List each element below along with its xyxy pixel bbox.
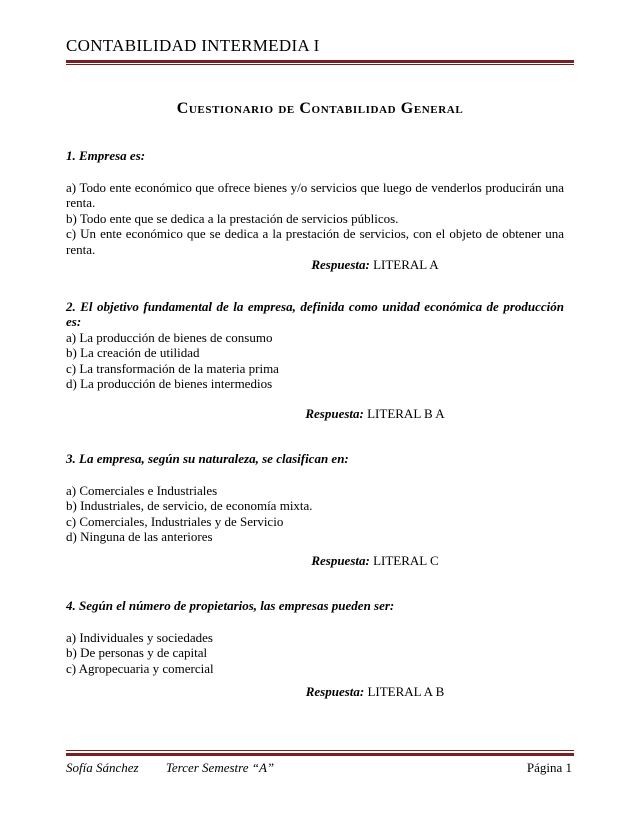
answer-label: Respuesta: [311, 257, 370, 272]
question-3-option-b: b) Industriales, de servicio, de economía mixta. [66, 498, 313, 513]
question-1-option-b: b) Todo ente que se dedica a la prestación de servicios públicos. [66, 210, 399, 226]
question-2-option-b: b) La creación de utilidad [66, 345, 200, 360]
answer-value: LITERAL B A [367, 405, 445, 421]
question-2-option-a: a) La producción de bienes de consumo [66, 329, 273, 345]
header-rule-thin [66, 64, 574, 65]
answer-label: Respuesta: [311, 552, 370, 568]
footer-rule-thin [66, 750, 574, 751]
question-4-option-a: a) Individuales y sociedades [66, 629, 213, 645]
document-title: Cuestionario de Contabilidad General [176, 100, 464, 117]
header-rule-thick [66, 60, 574, 63]
question-3-answer [66, 553, 564, 569]
question-2-option-d: d) La producción de bienes intermedios [66, 376, 273, 391]
question-4-option-b: b) De personas y de capital [66, 645, 208, 660]
answer-value: LITERAL C [373, 552, 439, 568]
question-4-option-c: c) Agropecuaria y comercial [66, 660, 214, 676]
questionnaire-body [66, 148, 564, 700]
question-4-answer [66, 684, 564, 700]
question-3-prompt: 3. La empresa, según su naturaleza, se clasifican en: [66, 451, 349, 466]
header-title: CONTABILIDAD INTERMEDIA I [66, 36, 320, 55]
question-2-prompt: 2. El objetivo fundamental de la empresa, definida como unidad económica de producción es: [66, 298, 564, 329]
footer-semester: Tercer Semestre “A” [165, 760, 275, 775]
question-3-option-d: d) Ninguna de las anteriores [66, 529, 213, 544]
footer-left [66, 760, 298, 776]
question-4-prompt: 4. Según el número de propietarios, las empresas pueden ser: [66, 598, 395, 613]
question-1-prompt: 1. Empresa es: [66, 148, 146, 163]
footer-author: Sofía Sánchez [66, 760, 139, 775]
answer-value: LITERAL A [373, 257, 439, 272]
question-2-answer [66, 406, 564, 422]
answer-value: LITERAL A B [367, 684, 445, 699]
question-1-answer [66, 257, 564, 273]
question-1-option-a: a) Todo ente económico que ofrece bienes y/o servicios que luego de venderlos producirán una renta. [66, 179, 564, 210]
question-1-option-c: c) Un ente económico que se dedica a la prestación de servicios, con el objeto de obtener una renta. [66, 226, 564, 257]
question-2-option-c: c) La transformación de la materia prima [66, 360, 279, 376]
question-3-option-a: a) Comerciales e Industriales [66, 482, 218, 498]
answer-label: Respuesta: [305, 684, 365, 699]
footer-page-number: Página 1 [526, 760, 572, 775]
question-3-option-c: c) Comerciales, Industriales y de Servicio [66, 513, 284, 529]
answer-label: Respuesta: [305, 405, 364, 421]
footer-rule-thick [66, 753, 574, 756]
